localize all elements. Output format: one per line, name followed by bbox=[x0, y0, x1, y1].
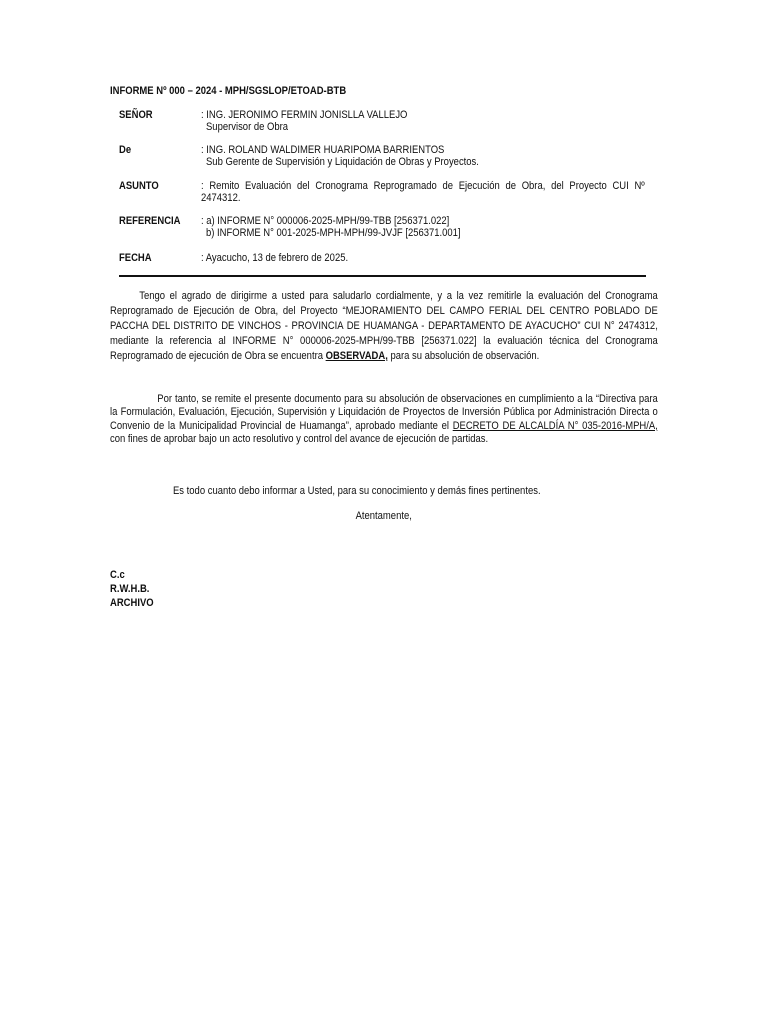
archive-label: ARCHIVO bbox=[110, 597, 154, 609]
cc-label: C.c bbox=[110, 569, 125, 581]
senor-role: Supervisor de Obra bbox=[206, 121, 289, 133]
senor-value bbox=[201, 109, 441, 133]
referencia-value bbox=[201, 215, 502, 239]
asunto-label: ASUNTO bbox=[119, 180, 159, 192]
senor-name: : ING. JERONIMO FERMIN JONISLLA VALLEJO bbox=[201, 109, 408, 121]
referencia-b: b) INFORME N° 001-2025-MPH-MPH/99-JVJF [256371.001] bbox=[206, 227, 461, 239]
de-name: : ING. ROLAND WALDIMER HUARIPOMA BARRIENTOS bbox=[201, 144, 445, 156]
senor-label: SEÑOR bbox=[119, 109, 153, 121]
de-label: De bbox=[119, 144, 132, 156]
initials: R.W.H.B. bbox=[110, 583, 150, 595]
referencia-a: : a) INFORME N° 000006-2025-MPH/99-TBB [256371.022] bbox=[201, 215, 450, 227]
de-role: Sub Gerente de Supervisión y Liquidación de Obras y Proyectos. bbox=[206, 156, 479, 168]
header-divider bbox=[119, 275, 646, 277]
document-title: INFORME Nº 000 – 2024 - MPH/SGSLOP/ETOAD-BTB bbox=[110, 85, 347, 97]
asunto-value: : Remito Evaluación del Cronograma Reprogramado de Ejecución de Obra, del Proyecto CUI Nº 2474312. bbox=[201, 180, 645, 204]
decree-reference: DECRETO DE ALCALDÍA N° 035-2016-MPH/A, bbox=[452, 419, 658, 432]
body-paragraph-1: Tengo el agrado de dirigirme a usted para saludarlo cordialmente, y a la vez remitirle la evaluación del Cronograma Reprogramado de Ejecución de Obra, del Proyecto “MEJORAMIENTO DEL CAMPO FERIAL DEL CENTRO POBLADO DE PACCHA DEL DISTRITO DE VINCHOS - PROVINCIA DE HUAMANGA - DEPARTAMENTO DE AYACUCHO” CUI N° 2474312, mediante la referencia al INFORME N° 000006-2025-MPH/99-TBB [256371.022] la evaluación técnica del Cronograma Reprogramado de ejecución de Obra se encuentra OBSERVADA, para su absolución de observación. bbox=[110, 290, 658, 362]
regards: Atentamente, bbox=[355, 510, 413, 522]
closing-sentence: Es todo cuanto debo informar a Usted, para su conocimiento y demás fines pertinentes. bbox=[173, 485, 541, 497]
fecha-value: : Ayacucho, 13 de febrero de 2025. bbox=[201, 252, 349, 264]
body-paragraph-2: Por tanto, se remite el presente documento para su absolución de observaciones en cumplimiento a la “Directiva para la Formulación, Evaluación, Ejecución, Supervisión y Liquidación de Proyectos de Inversión Pública por Administración Directa o Convenio de la Municipalidad Provincial de Huamanga”, aprobado mediante el DECRETO DE ALCALDÍA N° 035-2016-MPH/A, con fines de aprobar bajo un acto resolutivo y control del avance de ejecución de partidas. bbox=[110, 393, 658, 445]
observada-emphasis: OBSERVADA, bbox=[325, 350, 388, 362]
de-value bbox=[201, 144, 523, 168]
referencia-label: REFERENCIA bbox=[119, 215, 181, 227]
fecha-label: FECHA bbox=[119, 252, 152, 264]
